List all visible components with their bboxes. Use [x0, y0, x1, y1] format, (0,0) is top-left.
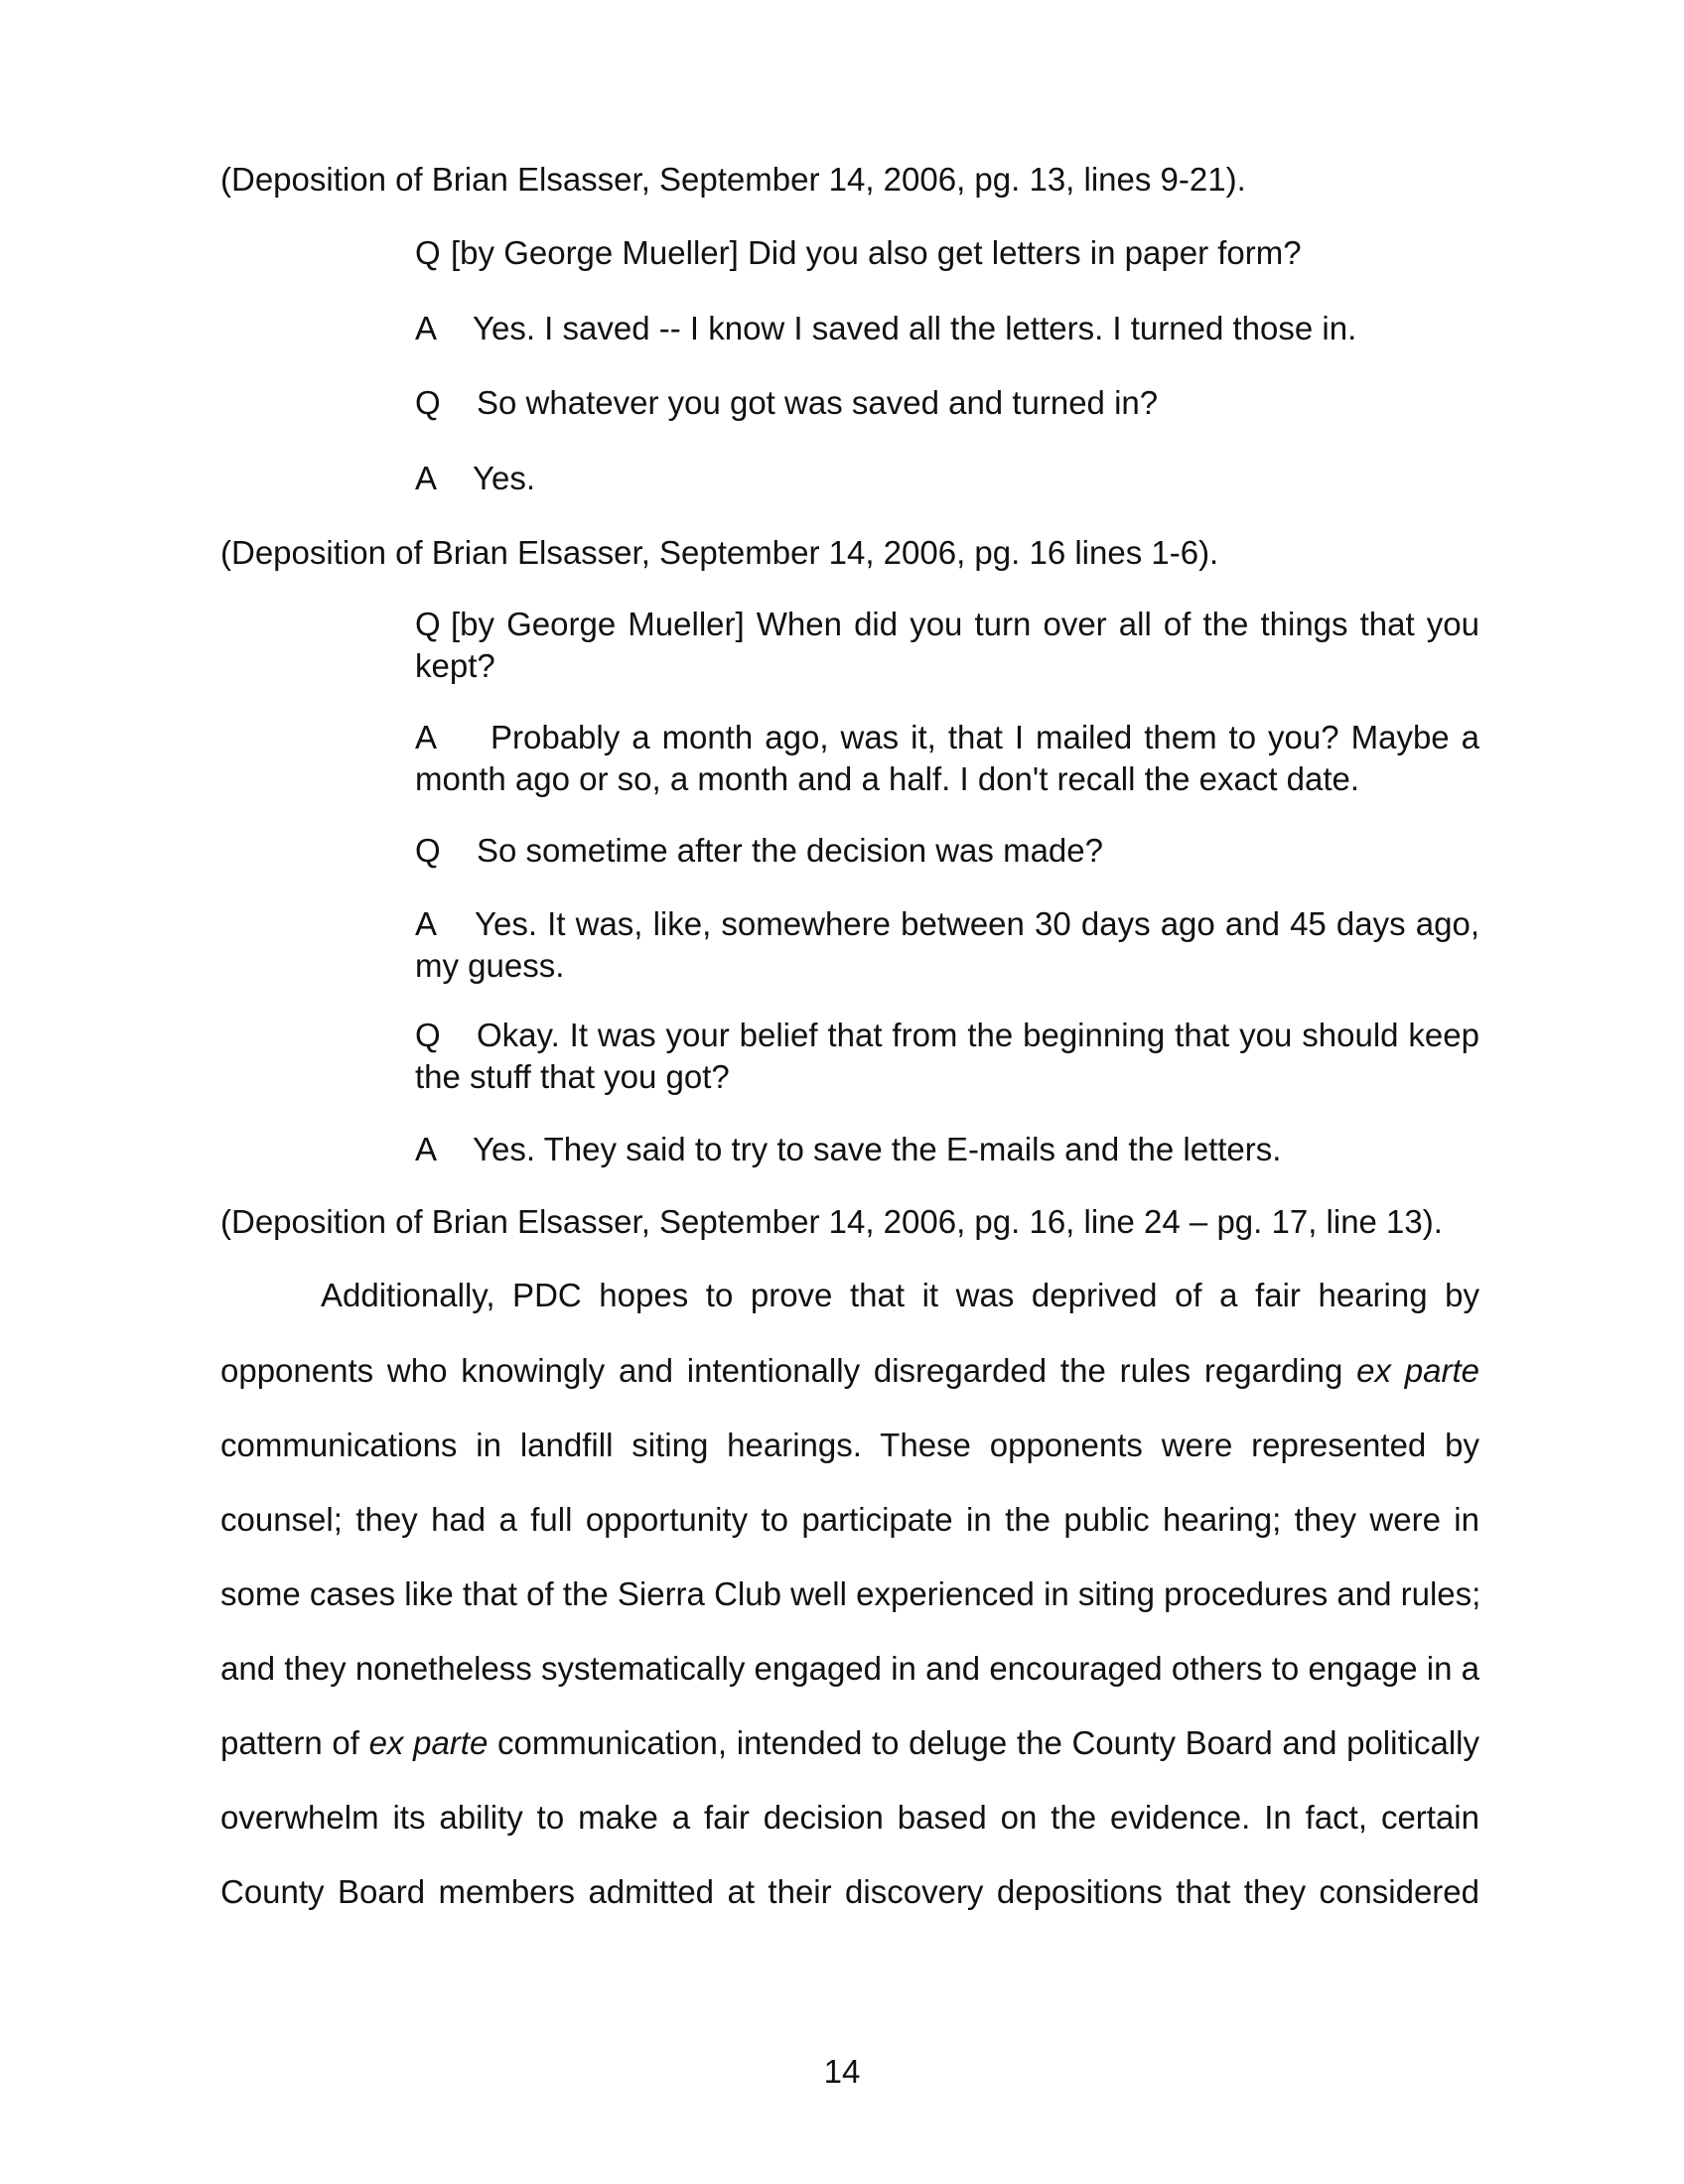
body-text-line: and they nonetheless systematically engaged in and encouraged others to engage in a [220, 1650, 1479, 1687]
transcript-text: Okay. It was your belief that from the beginning that you should keep the stuff that you got? [415, 1017, 1479, 1095]
deposition-citation: (Deposition of Brian Elsasser, September 14, 2006, pg. 13, lines 9-21). [220, 161, 1246, 198]
transcript-answer [415, 458, 1479, 499]
page-number: 14 [823, 2053, 861, 2090]
transcript-answer [415, 717, 1479, 800]
body-text-line: counsel; they had a full opportunity to participate in the public hearing; they were in [220, 1501, 1479, 1538]
transcript-text: [by George Mueller] When did you turn over all of the things that you kept? [415, 606, 1479, 684]
transcript-text: Probably a month ago, was it, that I mailed them to you? Maybe a month ago or so, a month and a half. I don't recall the exact date. [415, 719, 1479, 797]
body-text-line: pattern of ex parte communication, intended to deluge the County Board and politically [220, 1724, 1479, 1761]
italic-term: ex parte [368, 1724, 489, 1761]
speaker-label: Q [415, 234, 441, 271]
transcript-text: Yes. [473, 460, 536, 496]
speaker-label: A [415, 905, 438, 942]
body-text-line: communications in landfill siting hearings. These opponents were represented by [220, 1427, 1479, 1463]
speaker-label: Q [415, 832, 441, 869]
transcript-text: Yes. I saved -- I know I saved all the letters. I turned those in. [473, 310, 1357, 346]
body-text-line: some cases like that of the Sierra Club well experienced in siting procedures and rules; [220, 1575, 1481, 1612]
transcript-text: So sometime after the decision was made? [477, 832, 1103, 869]
speaker-label: A [415, 719, 438, 755]
speaker-label: Q [415, 606, 441, 642]
transcript-question [415, 830, 1479, 872]
body-text-line: Additionally, PDC hopes to prove that it was deprived of a fair hearing by [321, 1277, 1479, 1313]
transcript-answer [415, 308, 1479, 349]
transcript-question [415, 232, 1479, 274]
transcript-text: [by George Mueller] Did you also get letters in paper form? [451, 234, 1302, 271]
body-text-line: County Board members admitted at their discovery depositions that they considered [220, 1873, 1479, 1910]
speaker-label: A [415, 460, 438, 496]
body-text-line: opponents who knowingly and intentionally disregarded the rules regarding ex parte [220, 1352, 1479, 1389]
transcript-question [415, 382, 1479, 424]
transcript-text: Yes. It was, like, somewhere between 30 days ago and 45 days ago, my guess. [415, 905, 1479, 984]
transcript-answer [415, 903, 1479, 987]
transcript-question [415, 604, 1479, 687]
speaker-label: A [415, 310, 438, 346]
italic-term: ex parte [1356, 1352, 1479, 1389]
speaker-label: A [415, 1131, 438, 1167]
transcript-text: So whatever you got was saved and turned in? [477, 384, 1159, 421]
speaker-label: Q [415, 1017, 441, 1053]
transcript-text: Yes. They said to try to save the E-mails and the letters. [473, 1131, 1282, 1167]
transcript-question [415, 1015, 1479, 1098]
body-text-line: overwhelm its ability to make a fair decision based on the evidence. In fact, certain [220, 1799, 1479, 1836]
deposition-citation: (Deposition of Brian Elsasser, September 14, 2006, pg. 16, line 24 – pg. 17, line 13). [220, 1203, 1443, 1240]
speaker-label: Q [415, 384, 441, 421]
transcript-answer [415, 1129, 1479, 1170]
deposition-citation: (Deposition of Brian Elsasser, September 14, 2006, pg. 16 lines 1-6). [220, 534, 1219, 571]
